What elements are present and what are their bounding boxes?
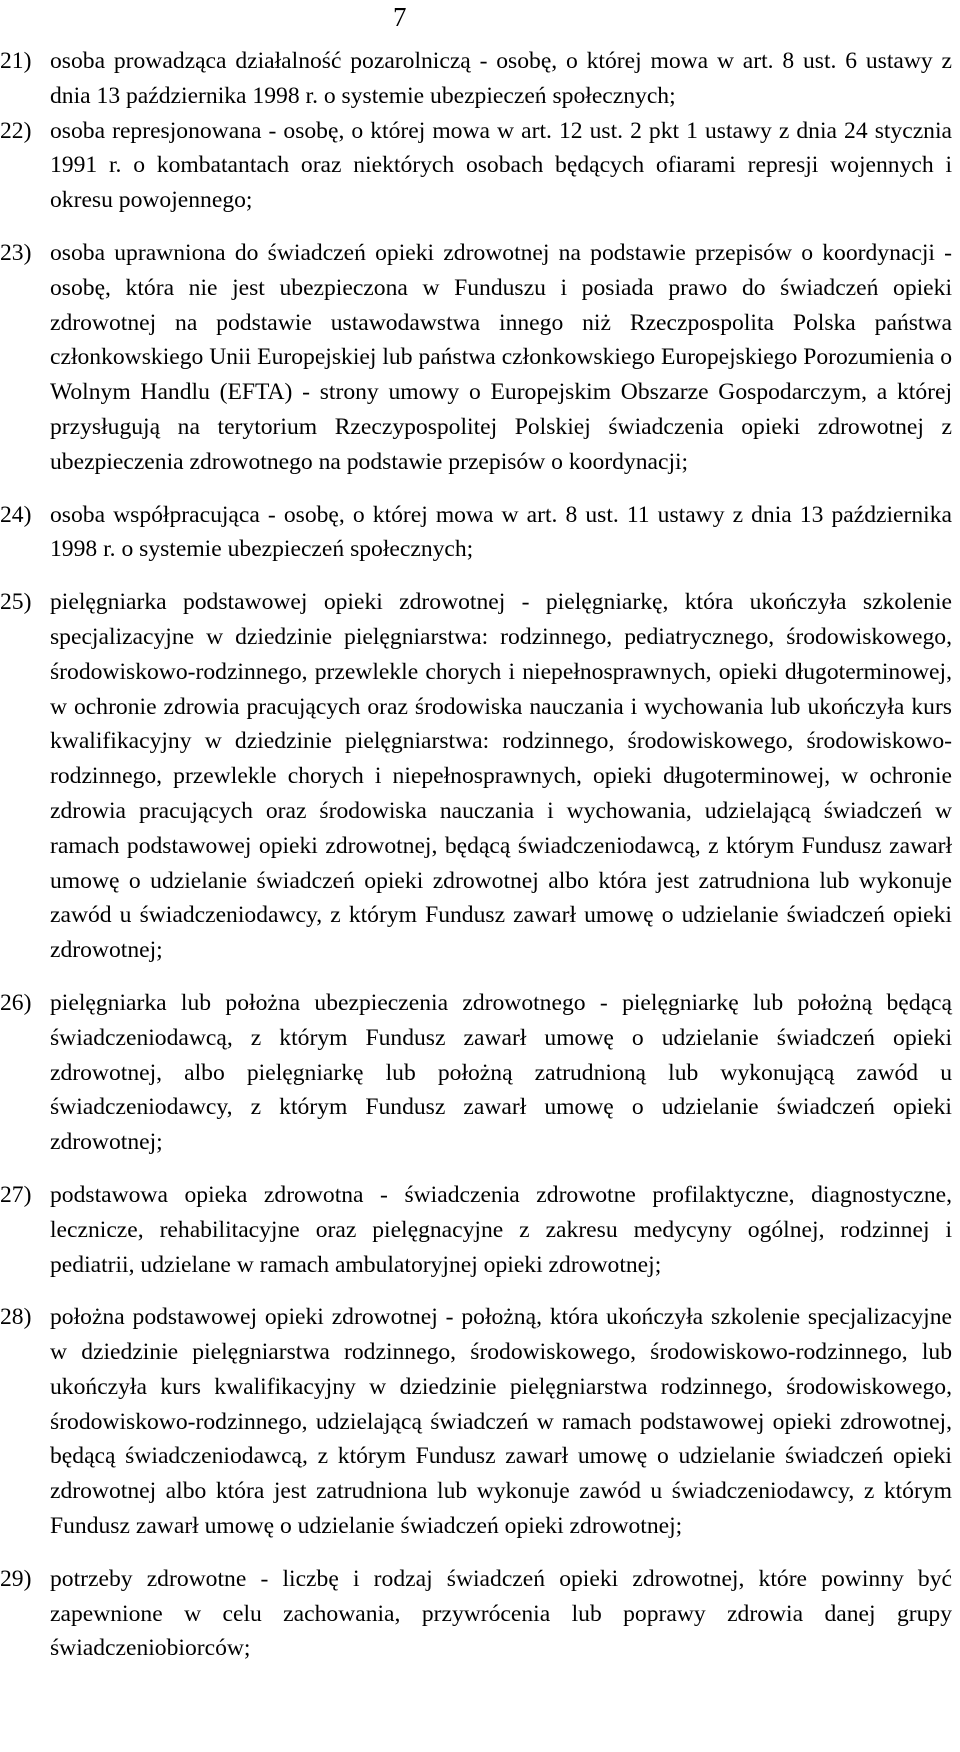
definition-text: osoba uprawniona do świadczeń opieki zdrowotnej na podstawie przepisów o koordynacji - osobę, która nie jest ubezpieczona w Funduszu i posiada prawo do świadczeń opieki zdrowotnej na podstawie ustawodawstwa innego niż Rzeczpospolita Polska państwa członkowskiego Unii Europejskiej lub państwa członkowskiego Europejskiego Porozumienia o Wolnym Handlu (EFTA) - strony umowy o Europejskim Obszarze Gospodarczym, a której przysługują na terytorium Rzeczypospolitej Polskiej świadczenia opieki zdrowotnej z ubezpieczenia zdrowotnego na podstawie przepisów o koordynacji; — [50, 239, 952, 475]
definition-number: 23) — [0, 239, 32, 266]
definition-item — [0, 1300, 952, 1544]
definition-item — [0, 1562, 952, 1666]
definition-text: pielęgniarka podstawowej opieki zdrowotnej - pielęgniarkę, która ukończyła szkolenie specjalizacyjne w dziedzinie pielęgniarstwa: rodzinnego, pediatrycznego, środowiskowego, środowiskowo-rodzinnego, przewlekle chorych i niepełnosprawnych, opieki długoterminowej, w ochronie zdrowia pracujących oraz środowiska nauczania i wychowania lub ukończyła kurs kwalifikacyjny w dziedzinie pielęgniarstwa: rodzinnego, środowiskowego, środowiskowo-rodzinnego, przewlekle chorych i niepełnosprawnych, opieki długoterminowej, w ochronie zdrowia pracujących oraz środowiska nauczania i wychowania, udzielającą świadczeń w ramach podstawowej opieki zdrowotnej, będącą świadczeniodawcą, z którym Fundusz zawarł umowę o udzielanie świadczeń opieki zdrowotnej albo która jest zatrudniona lub wykonuje zawód u świadczeniodawcy, z którym Fundusz zawarł umowę o udzielanie świadczeń opieki zdrowotnej; — [50, 589, 952, 964]
definition-item — [0, 498, 952, 568]
definition-text: osoba represjonowana - osobę, o której mowa w art. 12 ust. 2 pkt 1 ustawy z dnia 24 stycznia 1991 r. o kombatantach oraz niektórych osobach będących ofiarami represji wojennych i okresu powojennego; — [50, 117, 952, 214]
definition-number: 22) — [0, 117, 32, 144]
definition-number: 29) — [0, 1565, 32, 1592]
definition-text: pielęgniarka lub położna ubezpieczenia zdrowotnego - pielęgniarkę lub położną będącą świadczeniodawcą, z którym Fundusz zawarł umowę o udzielanie świadczeń opieki zdrowotnej, albo pielęgniarkę lub położną zatrudnioną lub wykonującą zawód u świadczeniodawcy, z którym Fundusz zawarł umowę o udzielanie świadczeń opieki zdrowotnej; — [50, 989, 952, 1156]
definition-item — [0, 986, 952, 1160]
page-number: 7 — [393, 2, 407, 32]
definition-text: położna podstawowej opieki zdrowotnej - położną, która ukończyła szkolenie specjalizacyjne w dziedzinie pielęgniarstwa rodzinnego, środowiskowego, środowiskowo-rodzinnego, lub ukończyła kurs kwalifikacyjny w dziedzinie pielęgniarstwa rodzinnego, środowiskowego, środowiskowo-rodzinnego, udzielającą świadczeń w ramach podstawowej opieki zdrowotnej, będącą świadczeniodawcą, z którym Fundusz zawarł umowę o udzielanie świadczeń opieki zdrowotnej albo która jest zatrudniona lub wykonuje zawód u świadczeniodawcy, z którym Fundusz zawarł umowę o udzielanie świadczeń opieki zdrowotnej; — [50, 1304, 952, 1540]
definition-item — [0, 114, 952, 218]
definition-item — [0, 44, 952, 114]
document-body — [0, 44, 952, 1684]
definition-number: 21) — [0, 48, 32, 74]
definition-number: 28) — [0, 1304, 32, 1331]
definition-text: podstawowa opieka zdrowotna - świadczenia zdrowotne profilaktyczne, diagnostyczne, lecznicze, rehabilitacyjne oraz pielęgnacyjne z zakresu medycyny ogólnej, rodzinnej i pediatrii, udzielane w ramach ambulatoryjnej opieki zdrowotnej; — [50, 1181, 952, 1278]
definition-item — [0, 236, 952, 480]
definition-number: 27) — [0, 1181, 32, 1208]
definition-text: osoba współpracująca - osobę, o której mowa w art. 8 ust. 11 ustawy z dnia 13 października 1998 r. o systemie ubezpieczeń społecznych; — [50, 501, 952, 563]
definition-number: 24) — [0, 501, 32, 528]
definition-number: 26) — [0, 989, 32, 1016]
definition-number: 25) — [0, 589, 32, 616]
definition-item — [0, 1178, 952, 1282]
definition-text: potrzeby zdrowotne - liczbę i rodzaj świadczeń opieki zdrowotnej, które powinny być zapewnione w celu zachowania, przywrócenia lub poprawy zdrowia danej grupy świadczeniobiorców; — [50, 1565, 952, 1662]
definition-text: osoba prowadząca działalność pozarolniczą - osobę, o której mowa w art. 8 ust. 6 ustawy z dnia 13 października 1998 r. o systemie ubezpieczeń społecznych; — [50, 48, 952, 109]
definition-item — [0, 585, 952, 968]
